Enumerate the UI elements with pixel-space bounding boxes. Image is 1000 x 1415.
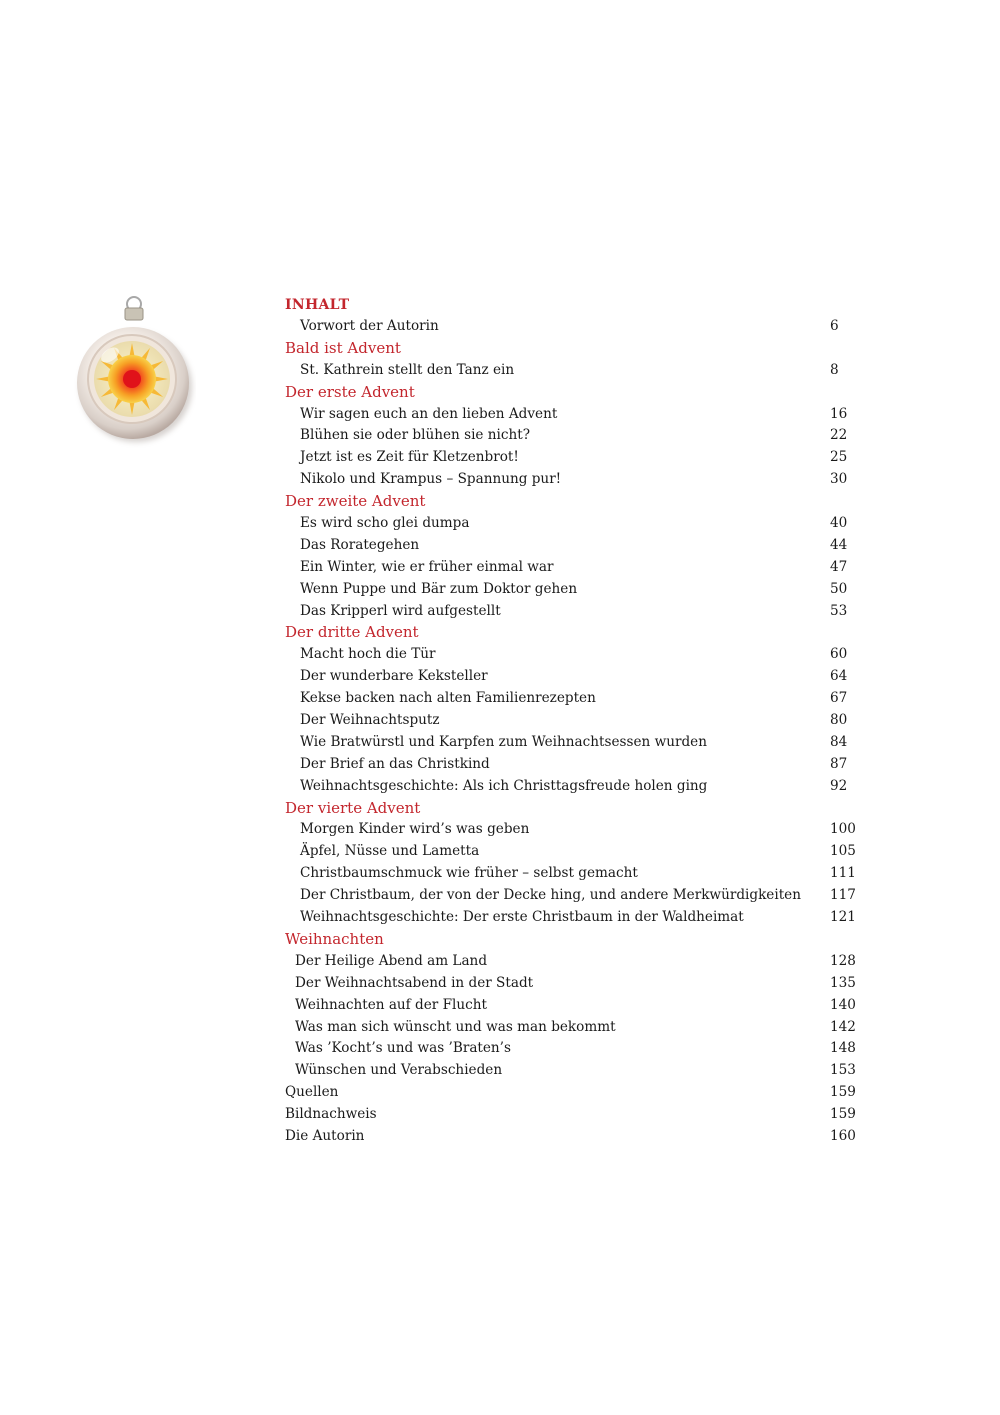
toc-entry-title: Quellen bbox=[285, 1084, 339, 1101]
toc-entry-title: Weihnachten auf der Flucht bbox=[295, 996, 487, 1013]
toc-entry-title: Der Weihnachtsabend in der Stadt bbox=[295, 974, 534, 991]
toc-entry bbox=[285, 447, 865, 469]
toc-entry-page: 50 bbox=[830, 580, 848, 597]
toc-entry bbox=[285, 316, 865, 338]
toc-entry bbox=[285, 1038, 865, 1060]
toc-entry-page: 84 bbox=[830, 733, 848, 750]
toc-entry-page: 30 bbox=[830, 471, 848, 488]
toc-entry bbox=[285, 1060, 865, 1082]
toc-entry-title: Das Rorategehen bbox=[300, 536, 420, 553]
toc-entry bbox=[285, 776, 865, 798]
christmas-bauble-icon bbox=[70, 293, 196, 449]
toc-entry-title: Die Autorin bbox=[285, 1127, 365, 1144]
toc-entry-page: 160 bbox=[830, 1127, 856, 1144]
table-of-contents bbox=[285, 294, 865, 1148]
toc-entry-title: Nikolo und Krampus – Spannung pur! bbox=[300, 471, 562, 488]
toc-entry-page: 44 bbox=[830, 536, 848, 553]
toc-entry-title: Wie Bratwürstl und Karpfen zum Weihnachtsessen wurden bbox=[300, 733, 707, 750]
toc-entry bbox=[285, 819, 865, 841]
toc-entry bbox=[285, 360, 865, 382]
toc-entry-page: 111 bbox=[830, 865, 856, 882]
toc-entry-page: 6 bbox=[830, 318, 839, 334]
toc-entry-title: Es wird scho glei dumpa bbox=[300, 515, 470, 532]
toc-section-title: Der erste Advent bbox=[285, 382, 415, 401]
toc-entry-page: 22 bbox=[830, 427, 848, 444]
toc-entry-title: St. Kathrein stellt den Tanz ein bbox=[300, 361, 515, 378]
toc-heading: INHALT bbox=[285, 297, 350, 313]
toc-entry bbox=[285, 425, 865, 447]
toc-entry-page: 159 bbox=[830, 1106, 856, 1123]
toc-entry bbox=[285, 995, 865, 1017]
toc-entry-page: 67 bbox=[830, 690, 848, 707]
toc-entry bbox=[285, 469, 865, 491]
toc-entry bbox=[285, 666, 865, 688]
toc-entry-title: Der Weihnachtsputz bbox=[300, 712, 440, 729]
toc-body bbox=[285, 316, 865, 1148]
toc-entry-page: 128 bbox=[830, 952, 856, 969]
toc-entry-page: 105 bbox=[830, 843, 856, 860]
toc-entry-title: Vorwort der Autorin bbox=[300, 318, 439, 334]
toc-entry bbox=[285, 579, 865, 601]
toc-entry-page: 8 bbox=[830, 361, 839, 378]
toc-entry-page: 16 bbox=[830, 405, 848, 422]
toc-entry bbox=[285, 535, 865, 557]
toc-entry bbox=[285, 885, 865, 907]
toc-entry bbox=[285, 601, 865, 623]
toc-entry-title: Jetzt ist es Zeit für Kletzenbrot! bbox=[300, 449, 519, 466]
toc-entry-title: Der Christbaum, der von der Decke hing, und andere Merkwürdigkeiten bbox=[300, 887, 801, 904]
toc-entry-title: Was man sich wünscht und was man bekommt bbox=[295, 1018, 616, 1035]
toc-entry-title: Wir sagen euch an den lieben Advent bbox=[300, 405, 558, 422]
toc-entry-title: Christbaumschmuck wie früher – selbst gemacht bbox=[300, 865, 638, 882]
toc-entry-title: Ein Winter, wie er früher einmal war bbox=[300, 558, 554, 575]
toc-entry bbox=[285, 863, 865, 885]
toc-section-title: Der zweite Advent bbox=[285, 492, 426, 511]
toc-entry-page: 80 bbox=[830, 712, 848, 729]
toc-entry bbox=[285, 1126, 865, 1148]
toc-entry-page: 40 bbox=[830, 515, 848, 532]
toc-section-title: Weihnachten bbox=[285, 929, 384, 948]
toc-entry-title: Bildnachweis bbox=[285, 1106, 377, 1123]
toc-entry-title: Kekse backen nach alten Familienrezepten bbox=[300, 690, 596, 707]
toc-entry-page: 117 bbox=[830, 887, 856, 904]
toc-entry bbox=[285, 1104, 865, 1126]
toc-entry bbox=[285, 951, 865, 973]
toc-entry-title: Wünschen und Verabschieden bbox=[295, 1062, 503, 1079]
toc-entry-page: 53 bbox=[830, 602, 848, 619]
toc-entry-page: 142 bbox=[830, 1018, 856, 1035]
toc-entry-page: 135 bbox=[830, 974, 856, 991]
toc-entry-page: 121 bbox=[830, 909, 856, 926]
toc-entry bbox=[285, 1017, 865, 1039]
toc-entry-page: 148 bbox=[830, 1040, 856, 1057]
toc-entry bbox=[285, 404, 865, 426]
toc-entry bbox=[285, 644, 865, 666]
toc-entry-page: 47 bbox=[830, 558, 848, 575]
toc-entry-page: 140 bbox=[830, 996, 856, 1013]
toc-section-title: Der vierte Advent bbox=[285, 798, 421, 817]
toc-section-title: Der dritte Advent bbox=[285, 623, 419, 642]
toc-entry-title: Äpfel, Nüsse und Lametta bbox=[300, 843, 480, 860]
toc-entry bbox=[285, 754, 865, 776]
toc-entry bbox=[285, 688, 865, 710]
toc-entry-page: 159 bbox=[830, 1084, 856, 1101]
toc-entry-title: Wenn Puppe und Bär zum Doktor gehen bbox=[300, 580, 578, 597]
toc-entry-title: Das Kripperl wird aufgestellt bbox=[300, 602, 501, 619]
toc-entry-page: 100 bbox=[830, 821, 856, 838]
toc-entry-page: 153 bbox=[830, 1062, 856, 1079]
toc-entry-title: Was ’Kocht’s und was ’Braten’s bbox=[295, 1040, 511, 1057]
toc-entry-page: 92 bbox=[830, 777, 848, 794]
toc-entry bbox=[285, 732, 865, 754]
toc-entry-title: Weihnachtsgeschichte: Der erste Christbaum in der Waldheimat bbox=[300, 909, 744, 926]
toc-entry-title: Der Heilige Abend am Land bbox=[295, 952, 488, 969]
toc-entry bbox=[285, 841, 865, 863]
toc-section-title: Bald ist Advent bbox=[285, 338, 401, 357]
toc-entry-title: Der Brief an das Christkind bbox=[300, 755, 490, 772]
toc-entry-title: Der wunderbare Keksteller bbox=[300, 668, 488, 685]
toc-entry bbox=[285, 907, 865, 929]
toc-entry-page: 64 bbox=[830, 668, 848, 685]
toc-entry bbox=[285, 1082, 865, 1104]
toc-entry bbox=[285, 513, 865, 535]
toc-entry-page: 25 bbox=[830, 449, 848, 466]
toc-entry-page: 87 bbox=[830, 755, 848, 772]
toc-entry bbox=[285, 710, 865, 732]
toc-entry-title: Macht hoch die Tür bbox=[300, 646, 436, 663]
toc-entry-title: Morgen Kinder wird’s was geben bbox=[300, 821, 530, 838]
toc-entry-title: Blühen sie oder blühen sie nicht? bbox=[300, 427, 530, 444]
toc-entry bbox=[285, 973, 865, 995]
toc-entry bbox=[285, 557, 865, 579]
toc-entry-page: 60 bbox=[830, 646, 848, 663]
toc-entry-title: Weihnachtsgeschichte: Als ich Christtagsfreude holen ging bbox=[300, 777, 708, 794]
